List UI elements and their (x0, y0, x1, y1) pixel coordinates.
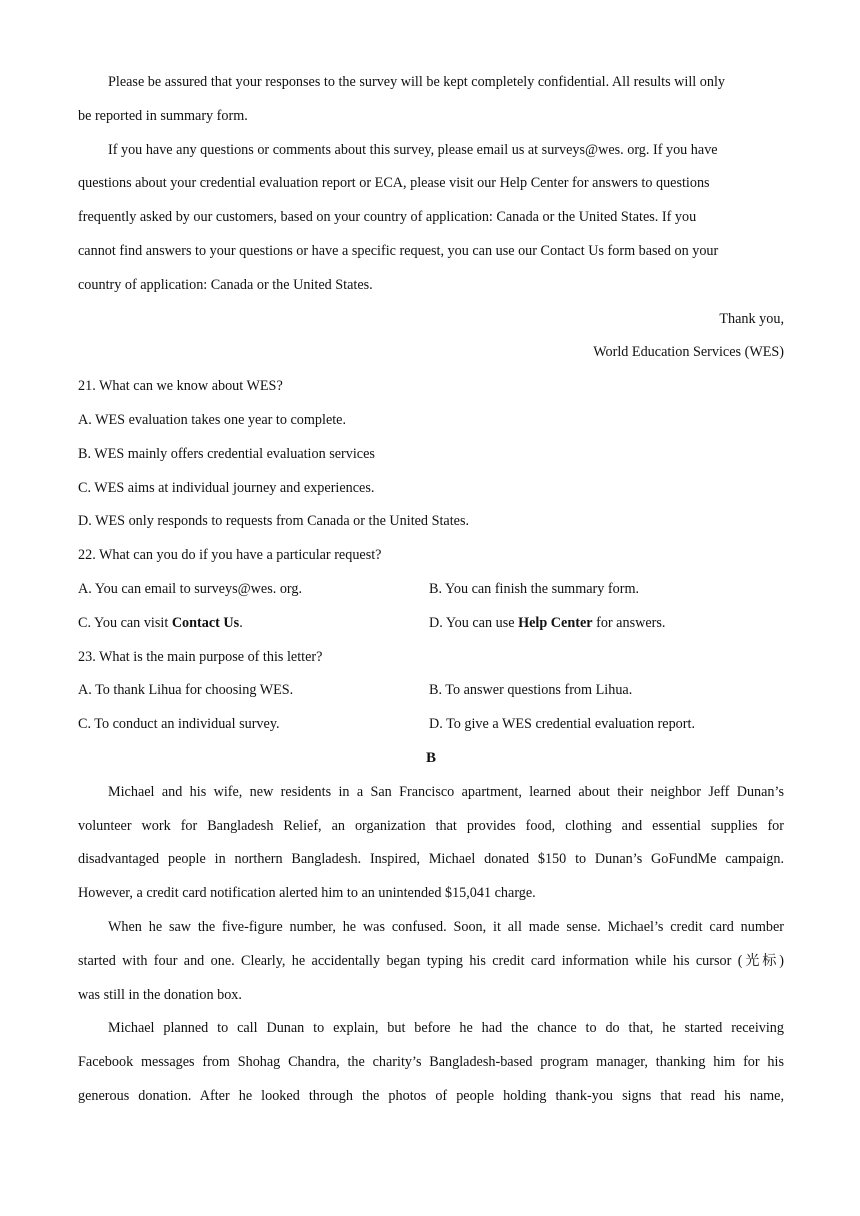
option-c: C. To conduct an individual survey. (78, 716, 280, 733)
text-line: generous donation. After he looked through the photos of people holding thank-you signs that read his name, (78, 1087, 784, 1104)
option-row (78, 573, 784, 607)
option-b: B. To answer questions from Lihua. (429, 682, 633, 699)
question-stem: 21. What can we know about WES? (78, 378, 283, 395)
question-23 (78, 641, 784, 742)
passage-paragraph-2 (78, 911, 784, 1012)
text-line: volunteer work for Bangladesh Relief, an organization that provides food, clothing and essential supplies for (78, 817, 784, 834)
option-d: D. WES only responds to requests from Canada or the United States. (78, 513, 470, 530)
text-line: country of application: Canada or the United States. (78, 276, 373, 293)
letter-signature: World Education Services (WES) (593, 344, 784, 361)
text-line: Michael planned to call Dunan to explain, but before he had the chance to do that, he started receiving (108, 1020, 784, 1037)
question-22 (78, 539, 784, 640)
passage-paragraph-3 (78, 1012, 784, 1113)
option-text: for answers. (592, 614, 666, 631)
option-a: A. WES evaluation takes one year to complete. (78, 411, 347, 428)
text-line: When he saw the five-figure number, he was confused. Soon, it all made sense. Michael’s credit card number (108, 918, 784, 935)
question-stem: 23. What is the main purpose of this letter? (78, 648, 323, 665)
option-b: B. WES mainly offers credential evaluation services (78, 445, 375, 462)
passage-paragraph-1 (78, 776, 784, 911)
option-row (78, 674, 784, 708)
option-text: . (239, 614, 243, 631)
option-text: D. You can use (429, 614, 519, 631)
option-text: C. You can visit (78, 614, 172, 631)
text-line: questions about your credential evaluation report or ECA, please visit our Help Center for answers to questions (78, 175, 710, 192)
option-a: A. You can email to surveys@wes. org. (78, 580, 303, 597)
text-line: was still in the donation box. (78, 986, 242, 1003)
letter-closing: Thank you, (719, 310, 784, 327)
option-bold-text: Help Center (518, 614, 593, 631)
text-line: Facebook messages from Shohag Chandra, the charity’s Bangladesh-based program manager, thanking him for his (78, 1054, 784, 1071)
text-line: cannot find answers to your questions or have a specific request, you can use our Contact Us form based on your (78, 242, 719, 259)
question-stem: 22. What can you do if you have a particular request? (78, 547, 382, 564)
option-c (78, 607, 429, 641)
text-line: disadvantaged people in northern Bangladesh. Inspired, Michael donated $150 to Dunan’s GoFundMe campaign. (78, 851, 784, 868)
option-d (429, 607, 780, 641)
option-a: A. To thank Lihua for choosing WES. (78, 682, 294, 699)
text-line: Please be assured that your responses to the survey will be kept completely confidential. All results will only (108, 74, 726, 90)
document-page (78, 66, 784, 1114)
text-line: Michael and his wife, new residents in a San Francisco apartment, learned about their neighbor Jeff Dunan’s (108, 783, 784, 800)
text-line: If you have any questions or comments about this survey, please email us at surveys@wes. org. If you have (108, 141, 718, 158)
text-line: frequently asked by our customers, based on your country of application: Canada or the United States. If you (78, 209, 697, 226)
letter-paragraph-1 (78, 66, 784, 134)
letter-paragraph-2 (78, 134, 784, 303)
section-heading: B (425, 749, 436, 766)
text-line: started with four and one. Clearly, he accidentally began typing his credit card information while his cursor (光标) (78, 952, 784, 969)
option-d: D. To give a WES credential evaluation report. (429, 716, 695, 733)
option-row (78, 708, 784, 742)
text-line: be reported in summary form. (78, 107, 248, 124)
option-row (78, 607, 784, 641)
option-b: B. You can finish the summary form. (429, 580, 640, 597)
text-line: However, a credit card notification alerted him to an unintended $15,041 charge. (78, 885, 536, 902)
question-21 (78, 370, 784, 539)
option-bold-text: Contact Us (171, 614, 240, 631)
option-c: C. WES aims at individual journey and experiences. (78, 479, 375, 496)
